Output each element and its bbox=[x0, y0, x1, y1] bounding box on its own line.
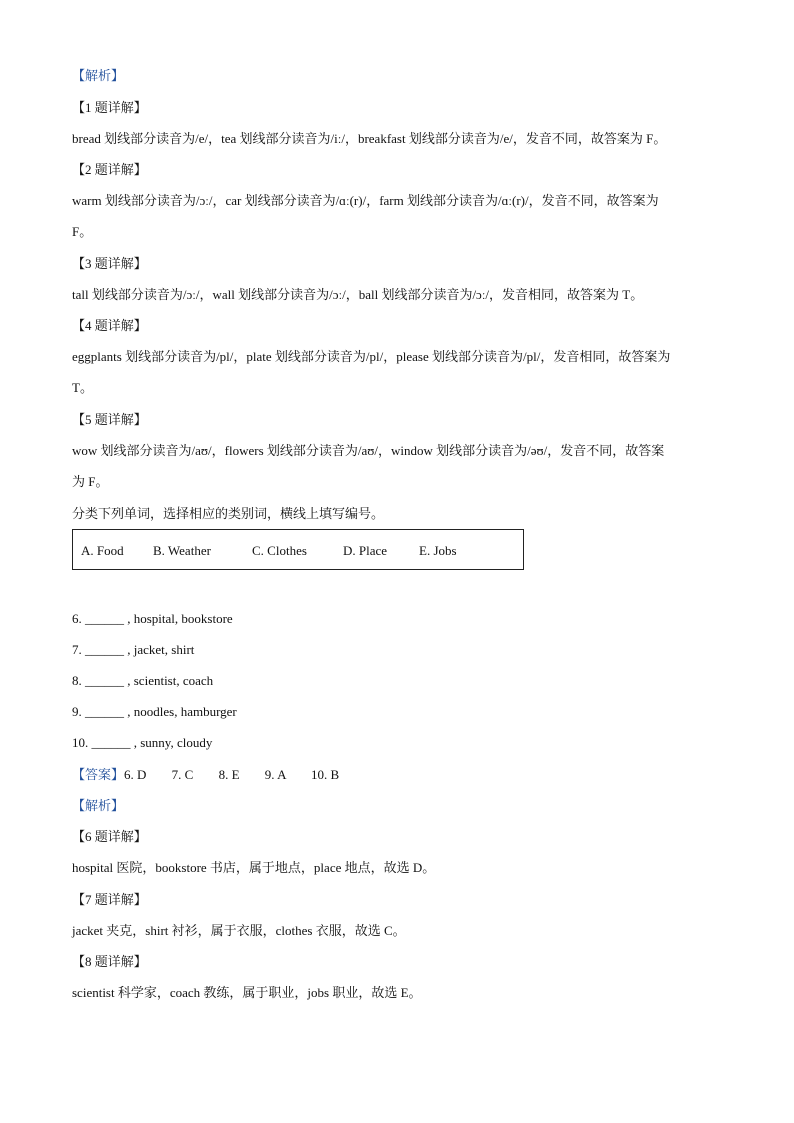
section-instruction: 分类下列单词，选择相应的类别词，横线上填写编号。 bbox=[72, 506, 385, 521]
q5-heading: 【5 题详解】 bbox=[72, 412, 147, 427]
question-8: 8. ______ , scientist, coach bbox=[72, 673, 214, 688]
q3-explanation: tall 划线部分读音为/ɔː/，wall 划线部分读音为/ɔː/，ball 划线部分读音为/ɔː/，发音相同，故答案为 T。 bbox=[72, 287, 644, 302]
q8-explanation: scientist 科学家，coach 教练，属于职业，jobs 职业，故选 E。 bbox=[72, 985, 422, 1000]
option-a: A. Food bbox=[81, 543, 124, 558]
explain-heading: 【解析】 bbox=[72, 68, 125, 83]
q6-explanation: hospital 医院，bookstore 书店，属于地点，place 地点，故选 D。 bbox=[72, 860, 436, 875]
q3-heading: 【3 题详解】 bbox=[72, 256, 147, 271]
q1-explanation: bread 划线部分读音为/e/，tea 划线部分读音为/iː/，breakfast 划线部分读音为/e/，发音不同，故答案为 F。 bbox=[72, 131, 667, 146]
answer-8: 8. E bbox=[218, 767, 240, 782]
option-d: D. Place bbox=[343, 543, 388, 558]
question-6: 6. ______ , hospital, bookstore bbox=[72, 611, 233, 626]
option-c: C. Clothes bbox=[252, 543, 307, 558]
question-10: 10. ______ , sunny, cloudy bbox=[72, 735, 213, 750]
answer-row bbox=[72, 767, 339, 783]
question-9: 9. ______ , noodles, hamburger bbox=[72, 704, 237, 719]
q8-heading: 【8 题详解】 bbox=[72, 954, 147, 969]
q2-explanation-line1: warm 划线部分读音为/ɔː/，car 划线部分读音为/ɑː(r)/，farm 划线部分读音为/ɑː(r)/，发音不同，故答案为 bbox=[72, 193, 659, 208]
answer-6: 6. D bbox=[124, 767, 147, 782]
answer-heading: 【答案】 bbox=[72, 767, 125, 782]
option-b: B. Weather bbox=[153, 543, 211, 558]
q4-explanation-line1: eggplants 划线部分读音为/pl/，plate 划线部分读音为/pl/，please 划线部分读音为/pl/，发音相同，故答案为 bbox=[72, 349, 671, 364]
answer-10: 10. B bbox=[311, 767, 340, 782]
option-e: E. Jobs bbox=[419, 543, 457, 558]
explain-heading-2: 【解析】 bbox=[72, 798, 125, 813]
answer-7: 7. C bbox=[171, 767, 194, 782]
q4-heading: 【4 题详解】 bbox=[72, 318, 147, 333]
q5-explanation-line1: wow 划线部分读音为/aʊ/，flowers 划线部分读音为/aʊ/，window 划线部分读音为/əʊ/，发音不同，故答案 bbox=[72, 443, 665, 458]
q4-explanation-line2: T。 bbox=[72, 380, 93, 395]
question-7: 7. ______ , jacket, shirt bbox=[72, 642, 195, 657]
q7-heading: 【7 题详解】 bbox=[72, 892, 147, 907]
q5-explanation-line2: 为 F。 bbox=[72, 474, 109, 489]
word-bank-box bbox=[72, 529, 524, 570]
q2-explanation-line2: F。 bbox=[72, 224, 93, 239]
q6-heading: 【6 题详解】 bbox=[72, 829, 147, 844]
q1-heading: 【1 题详解】 bbox=[72, 100, 147, 115]
answer-9: 9. A bbox=[264, 767, 286, 782]
q2-heading: 【2 题详解】 bbox=[72, 162, 147, 177]
q7-explanation: jacket 夹克，shirt 衬衫，属于衣服，clothes 衣服，故选 C。 bbox=[72, 923, 406, 938]
